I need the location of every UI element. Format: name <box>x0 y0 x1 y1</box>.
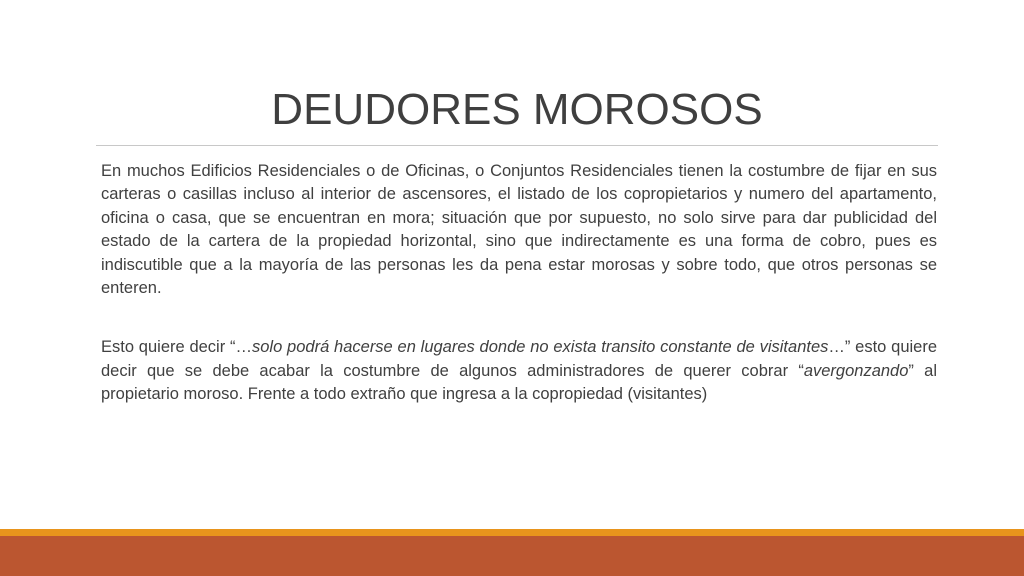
body-paragraph-1: En muchos Edificios Residenciales o de Oficinas, o Conjuntos Residenciales tienen la costumbre de fijar en sus carteras o casillas incluso al interior de ascensores, el listado de los copropietarios y numero del apartamento, oficina o casa, que se encuentran en mora; situación que por supuesto, no solo sirve para dar publicidad del estado de la cartera de la propiedad horizontal, sino que indirectamente es una forma de cobro, pues es indiscutible que a la mayoría de las personas les da pena estar morosas y sobre todo, que otros personas se enteren. <box>101 162 937 298</box>
paragraph-2-text-3: ” al propietario moroso. Frente a todo extraño que ingresa a la copropiedad (visitantes) <box>101 361 937 404</box>
footer-bar <box>0 536 1024 576</box>
body-paragraph-2 <box>101 336 937 406</box>
slide-title: DEUDORES MOROSOS <box>271 85 763 134</box>
paragraph-2-text-2: …” esto quiere decir que se debe acabar la costumbre de algunos administradores de querer cobrar “ <box>101 338 938 380</box>
footer-accent-line <box>0 529 1024 536</box>
paragraph-2-italic-quote: solo podrá hacerse en lugares donde no exista transito constante de visitantes <box>252 338 829 357</box>
slide-body <box>101 160 937 407</box>
paragraph-2-text-1: Esto quiere decir “… <box>101 338 252 357</box>
title-divider <box>96 145 938 146</box>
paragraph-2-italic-word: avergonzando <box>803 361 909 380</box>
